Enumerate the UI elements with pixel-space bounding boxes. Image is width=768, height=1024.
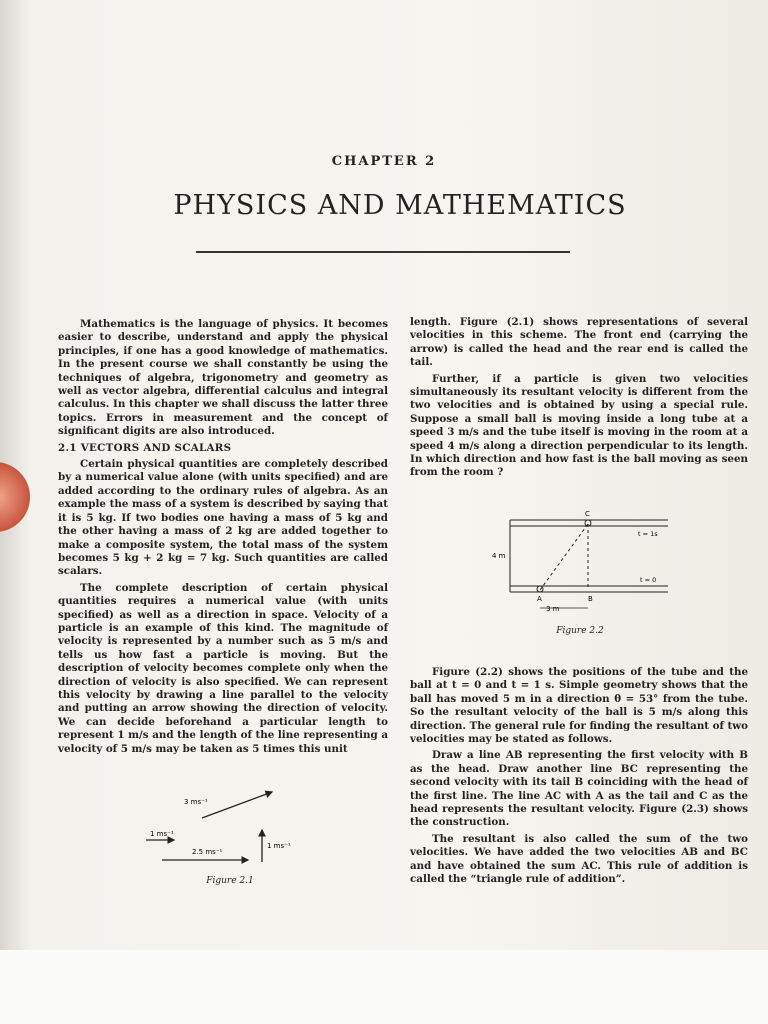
chapter-label: CHAPTER 2 [331,154,437,169]
label-t0: t = 0 [640,576,657,584]
label-4m: 4 m [492,552,506,560]
right-column-top [410,316,748,483]
vector-2-5ms-label: 2.5 ms⁻¹ [192,848,223,856]
right-paragraph-5: The resultant is also called the sum of the two velocities. We have added the two velocities AB and BC and have obtained the sum AC. This rule of addition is called the “triangle rule of addition”. [410,832,748,886]
label-3m: 3 m [546,605,560,613]
chapter-title: PHYSICS AND MATHEMATICS [173,190,627,221]
vectors-paragraph: The complete description of certain physical quantities requires a numerical value (with units specified) as well as a direction in space. Velocity of a particle is an example of this kind. The magnitude of velocity is represented by a number such as 5 m/s and tells us how fast a particle is moving. But the description of velocity becomes complete only when the direction of velocity is also specified. We can represent this velocity by drawing a line parallel to the velocity and putting an arrow showing the direction of velocity. We can decide beforehand a particular length to represent 1 m/s and the length of the line representing a velocity of 5 m/s may be taken as 5 times this unit [58,581,388,755]
vector-1ms-right-label: 1 ms⁻¹ [267,842,291,850]
page-bottom-margin [0,950,768,1024]
label-t1: t = 1s [638,530,658,538]
figure-2-2 [490,508,670,616]
label-a: A [537,595,542,603]
vector-1ms-left-label: 1 ms⁻¹ [150,830,174,838]
right-paragraph-3: Figure (2.2) shows the positions of the tube and the ball at t = 0 and t = 1 s. Simple geometry shows that the ball has moved 5 m in a direction θ = 53° from the tube. So the resultant velocity of the ball is 5 m/s along this direction. The general rule for finding the resultant of two velocities may be stated as follows. [410,666,749,746]
scalars-paragraph: Certain physical quantities are completely described by a numerical value alone (with units specified) and are added according to the ordinary rules of algebra. As an example the mass of a system is described by saying that it is 5 kg. If two bodies one having a mass of 5 kg and the other having a mass of 2 kg are added together to make a composite system, the total mass of the system becomes 5 kg + 2 kg = 7 kg. Such quantities are called scalars. [58,458,388,578]
ball-at-a [537,586,543,592]
vector-3ms-arrow [202,792,272,818]
figure-2-1-caption: Figure 2.1 [206,876,254,886]
right-paragraph-2: Further, if a particle is given two velocities simultaneously its resultant velocity is different from the two velocities and is obtained by using a special rule. Suppose a small ball is moving inside a long tube at a speed 3 m/s and the tube itself is moving in the room at a speed 4 m/s along a direction perpendicular to its length. In which direction and how fast is the ball moving as seen from the room ? [410,372,748,479]
right-paragraph-4: Draw a line AB representing the first velocity with B as the head. Draw another line BC representing the second velocity with its tail B coinciding with the head of the first line. The line AC with A as the tail and C as the head represents the resultant velocity. Figure (2.3) shows the construction. [410,749,748,829]
right-column-bottom [410,666,748,890]
resultant-dashed [540,524,588,590]
label-c: C [585,510,590,518]
intro-paragraph: Mathematics is the language of physics. It becomes easier to describe, understand and apply the physical principles, if one has a good knowledge of mathematics. In the present course we shall constantly be using the techniques of algebra, trigonometry and geometry as well as vector algebra, differential calculus and integral calculus. In this chapter we shall discuss the latter three topics. Errors in measurement and the concept of significant digits are also introduced. [58,318,388,438]
finger-holding-page [0,462,30,532]
vector-3ms-label: 3 ms⁻¹ [184,798,208,806]
left-column [58,318,388,759]
section-heading: 2.1 VECTORS AND SCALARS [58,441,232,454]
right-paragraph-1: length. Figure (2.1) shows representations of several velocities in this scheme. The front end (carrying the arrow) is called the head and the rear end is called the tail. [410,316,748,369]
label-b: B [588,595,593,603]
figure-2-2-caption: Figure 2.2 [556,626,604,636]
title-divider [196,251,570,253]
